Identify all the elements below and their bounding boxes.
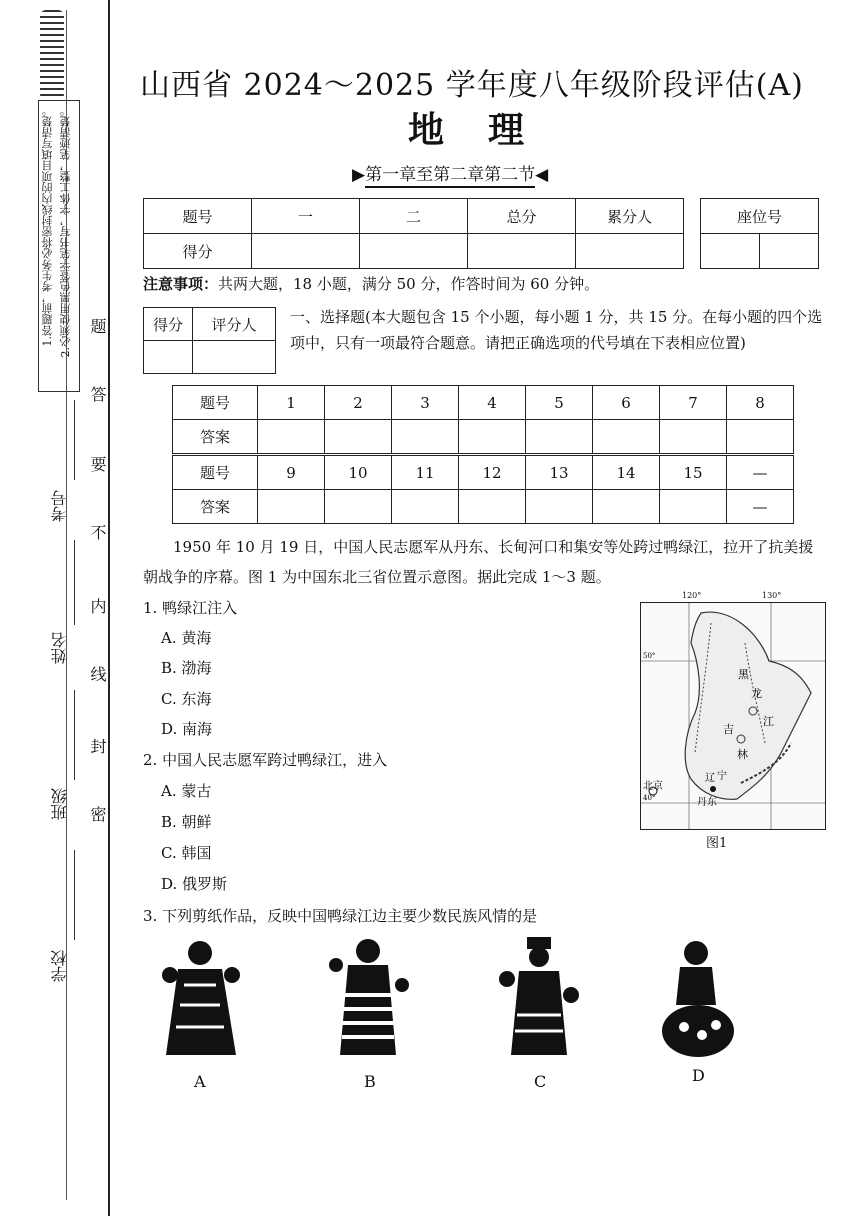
q2-option-c[interactable]: C. 韩国 [161,844,212,862]
map-lon-label: 130° [762,591,782,600]
section1-heading: 一、选择题(本大题包含 15 个小题，每小题 1 分，共 15 分。在每小题的四个选项中，只有一项最符合题意。请把正确选项的代号填在下表相应位置) [290,308,823,352]
answer-cell[interactable] [325,490,392,524]
answer-cell[interactable] [526,490,593,524]
map-graphic [641,603,825,829]
grader-score-label: 得分 [144,308,193,341]
seal-char: 答 [88,386,107,402]
answer-no: 8 [727,386,794,420]
seal-char: 密 [88,806,107,822]
map-place-label: 龙 [751,687,762,700]
subject-title: 地理 [408,109,569,151]
field-school-label: 学校 [50,950,69,982]
papercut-d-label[interactable]: D [692,1066,705,1085]
seal-char: 不 [88,524,107,540]
answer-no: 9 [258,455,325,490]
map-place-label: 林 [737,748,748,761]
map-lon-label: 120° [682,591,702,600]
papercut-b[interactable] [326,935,411,1060]
score-cell[interactable] [468,234,576,269]
field-class-label: 班级 [50,788,69,820]
answer-label: 答案 [173,490,258,524]
answer-no: 7 [660,386,727,420]
answer-cell[interactable] [660,490,727,524]
field-class-line[interactable] [74,690,75,780]
seat-cell[interactable] [701,234,760,269]
papercut-a-label[interactable]: A [194,1072,206,1091]
answer-no: 6 [593,386,660,420]
grader-name-label: 评分人 [193,308,276,341]
answer-no: 15 [660,455,727,490]
chapter-text: 第一章至第二章第二节 [365,165,535,188]
map-place-label: 丹东 [697,797,717,808]
score-table [143,198,684,269]
answer-no-label: 题号 [173,386,258,420]
northeast-china-map [640,602,826,830]
answer-cell[interactable] [258,420,325,455]
seat-table [700,198,819,269]
answer-no: — [727,455,794,490]
chapter-range: ▶第一章至第二章第二节◀ [352,160,548,185]
map-place-label: 江 [763,715,774,728]
answer-no: 13 [526,455,593,490]
answer-cell[interactable] [593,490,660,524]
seal-char: 线 [88,666,107,682]
seal-char: 要 [88,456,107,472]
score-cell[interactable] [360,234,468,269]
papercut-c-label[interactable]: C [534,1072,547,1091]
map-place-label: 吉 [723,723,734,736]
question-3-stem: 3. 下列剪纸作品，反映中国鸭绿江边主要少数民族风情的是 [143,907,538,925]
map-place-label: 辽 [705,773,715,784]
papercut-d[interactable] [656,935,741,1060]
question-2-stem: 2. 中国人民志愿军跨过鸭绿江，进入 [143,751,388,769]
page-title: 山西省 2024～2025 学年度八年级阶段评估(A) [140,68,804,103]
notice-line-1: 1.答题前，考生务必将密封线内的项目填写清楚。 [41,105,54,347]
answer-cell[interactable] [593,420,660,455]
score-header-cell: 总分 [468,199,576,234]
grader-score-cell[interactable] [144,341,193,374]
map-caption: 图1 [706,836,728,851]
answer-cell[interactable] [727,420,794,455]
seal-char: 封 [88,738,107,754]
map-place-label: 黑 [738,668,749,681]
notes-label: 注意事项： [143,275,219,293]
score-header-cell: 累分人 [576,199,684,234]
answer-cell[interactable] [459,420,526,455]
papercut-b-label[interactable]: B [364,1072,376,1091]
seat-cell[interactable] [760,234,819,269]
q1-option-b[interactable]: B. 渤海 [161,659,212,677]
score-header-cell: 题号 [144,199,252,234]
seat-label: 座位号 [701,199,819,234]
question-1-stem: 1. 鸭绿江注入 [143,599,238,617]
q1-option-d[interactable]: D. 南海 [161,720,213,738]
answer-no: 14 [593,455,660,490]
map-place-label: 北京 [643,781,663,792]
map-place-label: 宁 [717,771,727,782]
score-row-label: 得分 [144,234,252,269]
answer-cell[interactable] [392,490,459,524]
notes-text: 共两大题，18 小题，满分 50 分，作答时间为 60 分钟。 [218,275,600,293]
notes [143,273,599,294]
answer-cell[interactable] [459,490,526,524]
answer-no: 4 [459,386,526,420]
map-lat-label: 50° [643,652,656,660]
answer-no: 1 [258,386,325,420]
answer-dash: — [727,490,794,524]
answer-no: 3 [392,386,459,420]
answer-no: 5 [526,386,593,420]
binding-ornament [40,10,64,100]
seal-char: 题 [88,318,107,334]
notice-box [38,100,80,392]
grader-name-cell[interactable] [193,341,276,374]
field-exam-no-line[interactable] [74,400,75,480]
answer-cell[interactable] [392,420,459,455]
map-city-marker [710,786,716,792]
score-header-cell: 二 [360,199,468,234]
field-name-label: 姓名 [50,632,69,664]
q1-option-a[interactable]: A. 黄海 [161,629,212,647]
reading-passage: 1950 年 10 月 19 日，中国人民志愿军从丹东、长甸河口和集安等处跨过鸭绿江，拉开了抗美援朝战争的序幕。图 1 为中国东北三省位置示意图。据此完成 1～3 题。 [143,538,814,586]
q2-option-d[interactable]: D. 俄罗斯 [161,875,228,893]
map-lat-label: 40° [643,794,656,802]
answer-cell[interactable] [325,420,392,455]
answer-label: 答案 [173,420,258,455]
field-school-line[interactable] [74,850,75,940]
answer-cell[interactable] [526,420,593,455]
papercut-a[interactable] [158,935,243,1060]
answer-no-label: 题号 [173,455,258,490]
answer-no: 11 [392,455,459,490]
seal-char: 内 [88,598,107,614]
field-name-line[interactable] [74,540,75,625]
answer-cell[interactable] [660,420,727,455]
map-region-outline [685,612,811,799]
answer-no: 2 [325,386,392,420]
answer-no: 10 [325,455,392,490]
grader-table [143,307,276,374]
score-cell[interactable] [252,234,360,269]
papercut-c[interactable] [497,935,582,1060]
answer-table [172,385,794,524]
q2-option-a[interactable]: A. 蒙古 [161,782,212,800]
answer-no: 12 [459,455,526,490]
q1-option-c[interactable]: C. 东海 [161,690,212,708]
q2-option-b[interactable]: B. 朝鲜 [161,813,212,831]
score-cell[interactable] [576,234,684,269]
field-exam-no-label: 考号 [50,490,69,522]
answer-cell[interactable] [258,490,325,524]
notice-line-2: 2.必须使用黑色签字笔书写，字体工整，笔迹清楚。 [59,105,72,358]
score-header-cell: 一 [252,199,360,234]
